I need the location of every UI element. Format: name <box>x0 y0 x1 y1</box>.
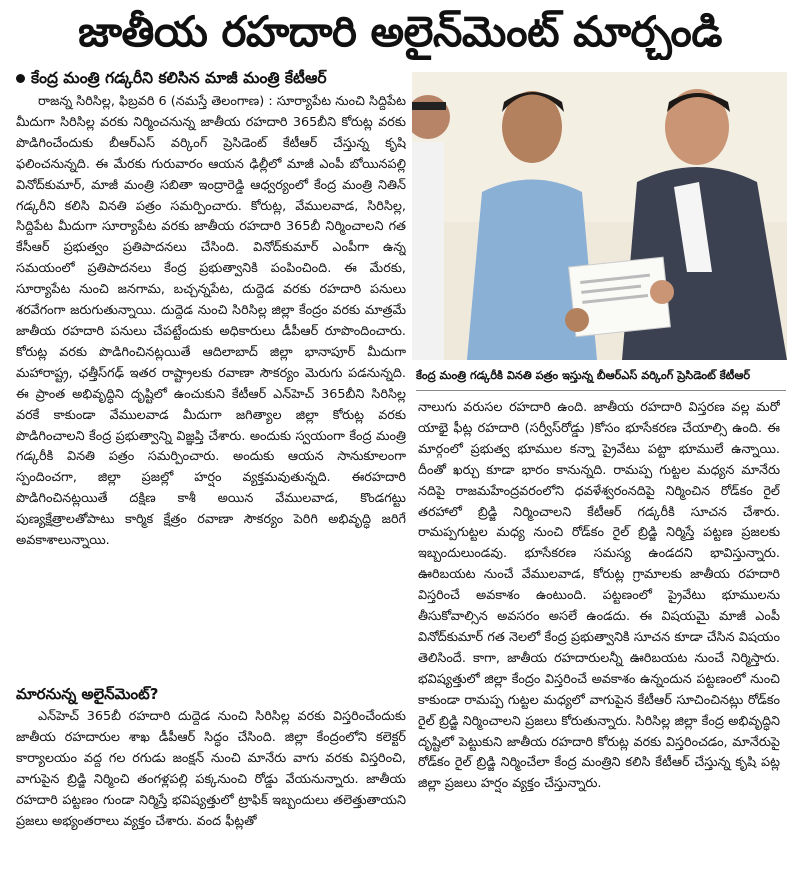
article-column-2 <box>418 398 780 873</box>
article-paragraph-continued: నాలుగు వరుసల రహదారి ఉంది. జాతీయ రహదారి విస్తరణ వల్ల మరో యాభై ఫీట్ల రహదారి (సర్వీస్‌రోడ్డు )కోసం భూసేకరణ చేయాల్సి ఉంది. ఈ మార్గంలో ప్రభుత్వ భూముల కన్నా ప్రైవేటు పట్టా భూములే ఉన్నాయి. దీంతో ఖర్చు కూడా భారం కానున్నది. రామప్ప గుట్టల మధ్యన మానేరు నదిపై రాజమహేంద్రవరంలోని ధవళేశ్వరంనదిపై నిర్మించిన రోడ్‌కం రైల్ తరహాలో బ్రిడ్జి నిర్మించాలని కేటీఆర్ గడ్కరీకి సూచన చేశారు. రామప్పగుట్టల మధ్య నుంచి రోడ్‌కం రైల్ బ్రిడ్జి నిర్మిస్తే పట్టణ ప్రజలకు ఇబ్బందులుండవు. భూసేకరణ సమస్య ఉండదని భావిస్తున్నారు. ఊరిబయట నుంచే వేములవాడ, కోరుట్ల గ్రామాలకు జాతీయ రహదారి విస్తరించే అవకాశం ఉంటుంది. పట్టణంలో ప్రైవేటు భూములను తీసుకోవాల్సిన అవసరం అసలే ఉండదు. ఈ విషయమై మాజీ ఎంపీ వినోద్‌కుమార్ గత నెలలో కేంద్ర ప్రభుత్వానికి సూచన కూడా చేసిన విషయం తెలిసిందే. కాగా, జాతీయ రహదారులన్నీ ఊరిబయట నుంచే నిర్మిస్తారు. భవిష్యత్తులో జిల్లా కేంద్రం విస్తరించే అవకాశం ఉన్నందున పట్టణంలో నుంచి కాకుండా రామప్ప గుట్టల మధ్యలో వాగుపైన కేటీఆర్ సూచించినట్లు రోడ్‌కం రైల్ బ్రిడ్జి నిర్మించాలని ప్రజలు కోరుతున్నారు. సిరిసిల్ల జిల్లా కేంద్ర అభివృద్ధిని దృష్టిలో పెట్టుకుని జాతీయ రహదారి కోరుట్ల వరకు విస్తరించడం, మానేరుపై రోడ్‌కం రైల్ బ్రిడ్జి నిర్మించేలా కేంద్ర మంత్రిని కలిసి కేటీఆర్ చేస్తున్న కృషి పట్ల జిల్లా ప్రజలు హర్షం వ్యక్తం చేస్తున్నారు. <box>418 400 780 792</box>
bullet-icon <box>16 74 25 83</box>
subheadline <box>16 66 411 90</box>
section-heading: మారనున్న అలైన్‌మెంట్? <box>16 685 159 703</box>
article-column-1-lower <box>16 707 406 875</box>
meeting-photo-illustration <box>412 72 787 360</box>
article-paragraph-2: ఎన్‌హెచ్ 365బీ రహదారి దుద్దెడ నుంచి సిరిసిల్ల వరకు విస్తరించేందుకు జాతీయ రహదారుల శాఖ డీపీఆర్ సిద్ధం చేసింది. జిల్లా కేంద్రంలోని కలెక్టర్ కార్యాలయం వద్ద గల రగుడు జంక్షన్ నుంచి మానేరు వాగు వరకు విస్తరించి, వాగుపైన బ్రిడ్జి నిర్మించి తంగళ్లపల్లి పక్కనుంచి రోడ్డు వేయనున్నారు. జాతీయ రహదారి పట్టణం గుండా నిర్మిస్తే భవిష్యత్తులో ట్రాఫిక్ ఇబ్బందులు తలెత్తుతాయని ప్రజలు అభ్యంతరాలు వ్యక్తం చేశారు. వంద ఫీట్లతో <box>16 709 406 829</box>
news-photo <box>412 72 787 360</box>
article-paragraph-1: రాజన్న సిరిసిల్ల, ఫిబ్రవరి 6 (నమస్తే తెలంగాణ) : సూర్యాపేట నుంచి సిద్దిపేట మీదుగా సిరిసిల్ల వరకు నిర్మించనున్న జాతీయ రహదారి 365బీని కోరుట్ల వరకు పొడిగించేందుకు బీఆర్‌ఎస్ వర్కింగ్ ప్రెసిడెంట్ కేటీఆర్ చేస్తున్న కృషి ఫలించనున్నది. ఈ మేరకు గురువారం ఆయన ఢిల్లీలో మాజీ ఎంపీ బోయినపల్లి వినోద్‌కుమార్, మాజీ మంత్రి సబితా ఇంద్రారెడ్డి ఆధ్వర్యంలో కేంద్ర మంత్రి నితిన్ గడ్కరీని కలిసి వినతి పత్రం సమర్పించారు. కోరుట్ల, వేములవాడ, సిరిసిల్ల, సిద్దిపేట మీదుగా సూర్యాపేట వరకు జాతీయ రహదారి 365బీ నిర్మించాలని గత కేసీఆర్ ప్రభుత్వం ప్రతిపాదనలు చేసింది. వినోద్‌కుమార్ ఎంపీగా ఉన్న సమయంలో ప్రతిపాదనలు కేంద్ర ప్రభుత్వానికి పంపించింది. ఈ మేరకు, సూర్యాపేట నుంచి జనగామ, బచ్చన్నపేట, దుద్దెడ వరకు రహదారి పనులు శరవేగంగా జరుగుతున్నాయి. దుద్దెడ నుంచి సిరిసిల్ల జిల్లా కేంద్రం వరకు మాత్రమే జాతీయ రహదారి పనులు చేపట్టేందుకు అధికారులు డీపీఆర్ రూపొందించారు. కోరుట్ల వరకు పొడిగించినట్లయితే ఆదిలాబాద్ జిల్లా భానాపూర్ మీదుగా మహారాష్ట్ర, ఛత్తీస్‌గఢ్ ఇతర రాష్ట్రాలకు రవాణా సౌకర్యం మెరుగు పడనున్నది. ఈ ప్రాంత అభివృద్ధిని దృష్టిలో ఉంచుకుని కేటీఆర్ ఎన్‌హెచ్ 365బీని సిరిసిల్ల వరకే కాకుండా వేములవాడ మీదుగా జగిత్యాల జిల్లా కోరుట్ల వరకు పొడిగించాలని కేంద్ర ప్రభుత్వాన్ని విజ్ఞప్తి చేశారు. అందుకు స్వయంగా కేంద్ర మంత్రి గడ్కరీకి వినతి పత్రం సమర్పించారు. అందుకు ఆయన సానుకూలంగా స్పందించగా, జిల్లా ప్రజల్లో హర్షం వ్యక్తమవుతున్నది. ఈరహదారి పొడిగించినట్లయితే దక్షిణ కాశీ అయిన వేములవాడ, కొండగట్టు పుణ్యక్షేత్రాలతోపాటు కార్మిక క్షేత్రం రవాణా సౌకర్యం పెరిగి అభివృద్ధి జరిగే అవకాశాలున్నాయి. <box>16 94 406 549</box>
subheadline-text: కేంద్ర మంత్రి గడ్కరీని కలిసిన మాజీ మంత్రి కేటీఆర్ <box>31 69 327 87</box>
photo-caption: కేంద్ర మంత్రి గడ్కరీకి వినతి పత్రం ఇస్తున్న బీఆర్‌ఎస్ వర్కింగ్ ప్రెసిడెంట్ కేటీఆర్ <box>416 362 786 391</box>
headline: జాతీయ రహదారి అలైన్‌మెంట్ మార్చండి <box>78 7 722 56</box>
article-column-1 <box>16 92 406 680</box>
